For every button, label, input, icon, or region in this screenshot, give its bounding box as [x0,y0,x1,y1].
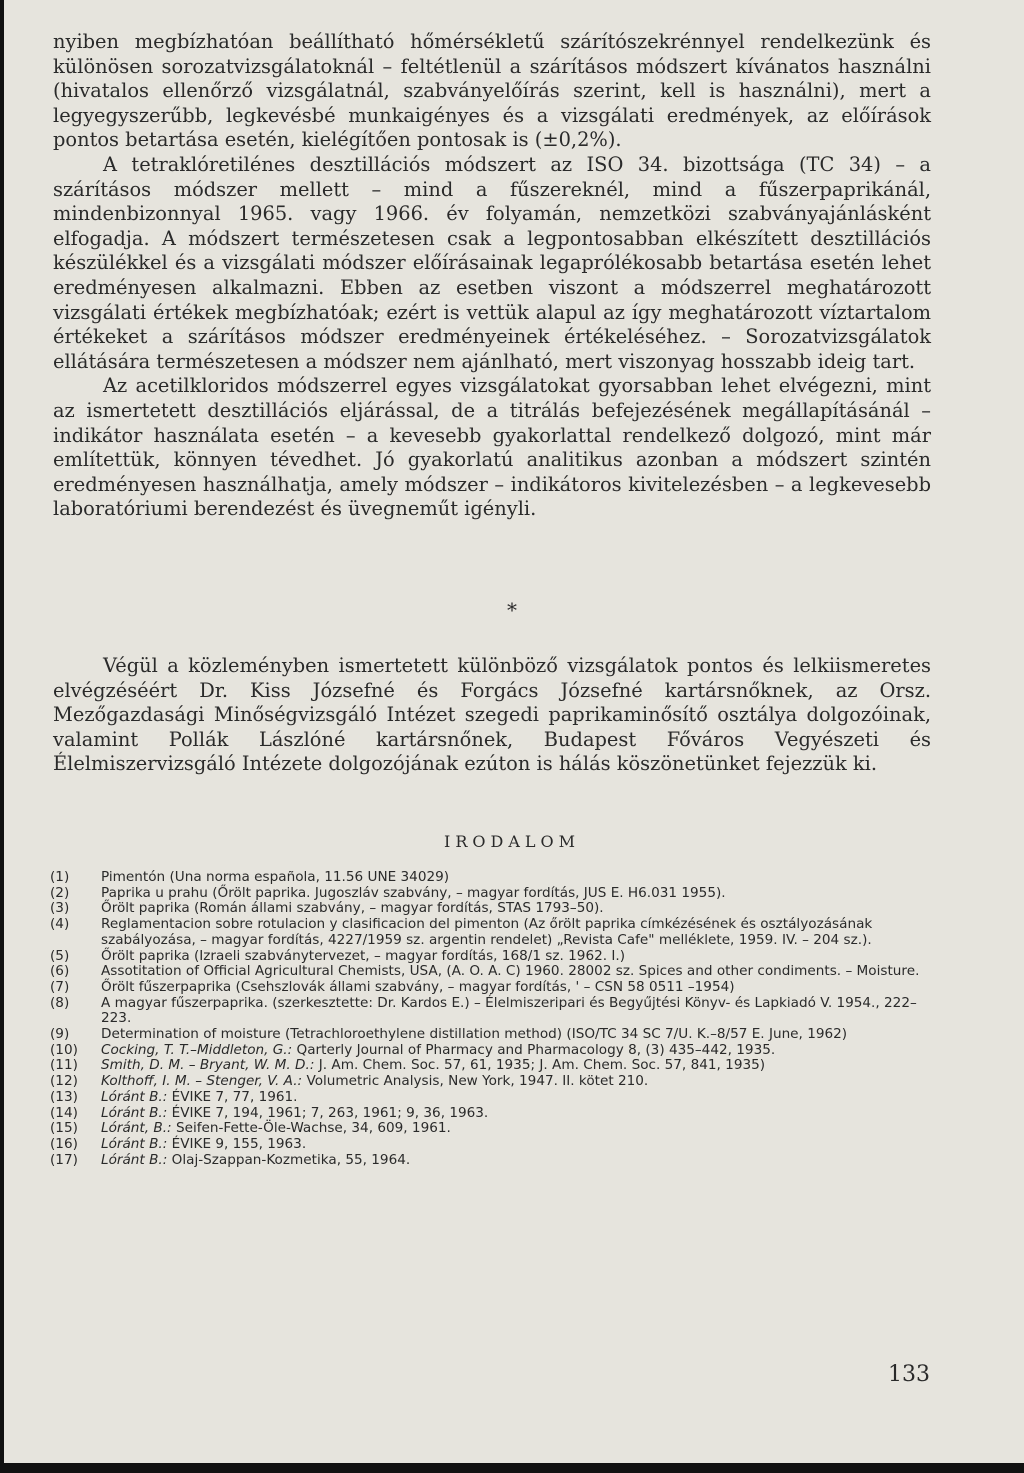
references-list [50,870,930,1168]
reference-item [50,949,930,965]
reference-author: Lóránt B.: [101,1104,168,1121]
reference-item [50,1153,930,1169]
reference-number: (3) [50,900,70,917]
reference-author: Lóránt, B.: [101,1120,172,1137]
reference-item [50,996,930,1027]
paragraph-continuation: nyiben megbízhatóan beállítható hőmérsékletű szárítószekrénnyel rendelkezünk és különösen sorozatvizsgálatoknál – feltétlenül a szárításos módszert kívánatos használni (hivatalos ellenőrző vizsgálatnál, szabványelőírás szerint, kell is használni), mert a legyegyszerűbb, legkevésbé munkaigényes és a vizsgálati eredmények, az előírások pontos betartása esetén, kielégítően pontosak is (±0,2%). [53,30,931,152]
reference-text: Őrölt paprika (Román állami szabvány, – magyar fordítás, STAS 1793–50). [101,900,604,917]
references-heading: IRODALOM [444,832,580,851]
reference-item [50,870,930,886]
reference-number: (12) [50,1073,78,1090]
reference-text: Reglamentacion sobre rotulacion y clasificacion del pimenton (Az őrölt paprika címkézésének és osztályozásának szabályozása, – magyar fordítás, 4227/1959 sz. argentin rendelet) „Revista Cafe" melléklete, 1959. IV. – 204 sz.). [101,916,873,948]
reference-number: (10) [50,1041,78,1058]
reference-number: (13) [50,1088,78,1105]
reference-number: (5) [50,947,70,964]
reference-number: (7) [50,978,70,995]
reference-text: Seifen-Fette-Öle-Wachse, 34, 609, 1961. [171,1120,451,1137]
reference-number: (8) [50,994,70,1011]
reference-item [50,1090,930,1106]
reference-author: Kolthoff, I. M. – Stenger, V. A.: [101,1073,303,1090]
reference-item [50,1027,930,1043]
reference-item [50,980,930,996]
reference-text: Volumetric Analysis, New York, 1947. II. kötet 210. [302,1073,649,1090]
reference-text: A magyar fűszerpaprika. (szerkesztette: Dr. Kardos E.) – Élelmiszeripari és Begyűjtési Könyv- és Lapkiadó V. 1954., 222–223. [101,994,917,1027]
reference-text: Őrölt fűszerpaprika (Csehszlovák állami szabvány, – magyar fordítás, ' – CSN 58 0511 –1954) [101,978,735,995]
body-text [53,30,931,522]
reference-text: ÉVIKE 9, 155, 1963. [167,1135,307,1152]
reference-author: Cocking, T. T.–Middleton, G.: [101,1041,293,1058]
reference-text: Őrölt paprika (Izraeli szabványtervezet, – magyar fordítás, 168/1 sz. 1962. I.) [101,947,626,964]
reference-number: (16) [50,1135,78,1152]
reference-number: (14) [50,1104,78,1121]
reference-item [50,1058,930,1074]
reference-number: (17) [50,1151,78,1168]
paragraph-acetyl-chloride-method: Az acetilkloridos módszerrel egyes vizsgálatokat gyorsabban lehet elvégezni, mint az ismertetett desztillációs eljárással, de a titrálás befejezésének megállapításánál – indikátor használata esetén – a kevesebb gyakorlattal rendelkező dolgozó, mint már említettük, könnyen tévedhet. Jó gyakorlatú analitikus azonban a módszert szintén eredményesen használhatja, amely módszer – indikátoros kivitelezésben – a legkevesebb laboratóriumi berendezést és üvegneműt igényli. [53,374,931,521]
reference-author: Smith, D. M. – Bryant, W. M. D.: [101,1057,315,1074]
acknowledgement-paragraph: Végül a közleményben ismertetett különböző vizsgálatok pontos és lelkiismeretes elvégzéséért Dr. Kiss Józsefné és Forgács Józsefné kartársnőknek, az Orsz. Mezőgazdasági Minőségvizsgáló Intézet szegedi paprikaminősítő osztálya dolgozóinak, valamint Pollák Lászlóné kartársnőnek, Budapest Főváros Vegyészeti és Élelmiszervizsgáló Intézete dolgozójának ezúton is hálás köszönetünket fejezzük ki. [53,654,931,776]
reference-text: Assotitation of Official Agricultural Chemists, USA, (A. O. A. C) 1960. 28002 sz. Spices and other condiments. – Moisture. [101,963,920,980]
reference-item [50,1121,930,1137]
reference-number: (6) [50,963,70,980]
reference-text: J. Am. Chem. Soc. 57, 61, 1935; J. Am. Chem. Soc. 57, 841, 1935) [314,1057,766,1074]
section-separator-asterisk: * [507,598,517,622]
reference-item [50,1137,930,1153]
reference-item [50,901,930,917]
reference-text: Determination of moisture (Tetrachloroethylene distillation method) (ISO/TC 34 SC 7/U. K.–8/57 E. June, 1962) [101,1026,848,1043]
reference-item [50,917,930,948]
reference-number: (2) [50,884,70,901]
paragraph-distillation-method: A tetraklóretilénes desztillációs módszert az ISO 34. bizottsága (TC 34) – a szárításos módszer mellett – mind a fűszereknél, mind a fűszerpaprikánál, mindenbizonnyal 1965. vagy 1966. év folyamán, nemzetközi szabványajánlásként elfogadja. A módszert természetesen csak a legpontosabban elkészített desztillációs készülékkel és a vizsgálati módszer előírásainak legaprólékosabb betartása esetén lehet eredményesen alkalmazni. Ebben az esetben viszont a módszerrel meghatározott vizsgálati értékek megbízhatóak; ezért is vettük alapul az így meghatározott víztartalom értékeket a szárításos módszer eredményeinek értékeléséhez. – Sorozatvizsgálatok ellátására természetesen a módszer nem ajánlható, mert viszonyag hosszabb ideig tart. [53,152,931,373]
page-number: 133 [888,1362,930,1387]
reference-text: Olaj-Szappan-Kozmetika, 55, 1964. [167,1151,411,1168]
reference-item [50,1106,930,1122]
reference-item [50,1043,930,1059]
reference-text: Paprika u prahu (Őrölt paprika. Jugoszláv szabvány, – magyar fordítás, JUS E. H6.031 1955). [101,884,726,901]
reference-author: Lóránt B.: [101,1151,168,1168]
acknowledgement-section [53,654,931,777]
reference-text: ÉVIKE 7, 194, 1961; 7, 263, 1961; 9, 36, 1963. [167,1104,489,1121]
reference-number: (1) [50,869,70,885]
reference-text: Pimentón (Una norma española, 11.56 UNE 34029) [101,869,450,885]
reference-number: (11) [50,1057,78,1074]
reference-number: (15) [50,1120,78,1137]
reference-item [50,964,930,980]
reference-author: Lóránt B.: [101,1135,168,1152]
reference-author: Lóránt B.: [101,1088,168,1105]
reference-text: ÉVIKE 7, 77, 1961. [167,1088,298,1105]
reference-item [50,1074,930,1090]
reference-number: (4) [50,916,70,933]
reference-number: (9) [50,1026,70,1043]
reference-text: Qarterly Journal of Pharmacy and Pharmacology 8, (3) 435–442, 1935. [292,1041,776,1058]
